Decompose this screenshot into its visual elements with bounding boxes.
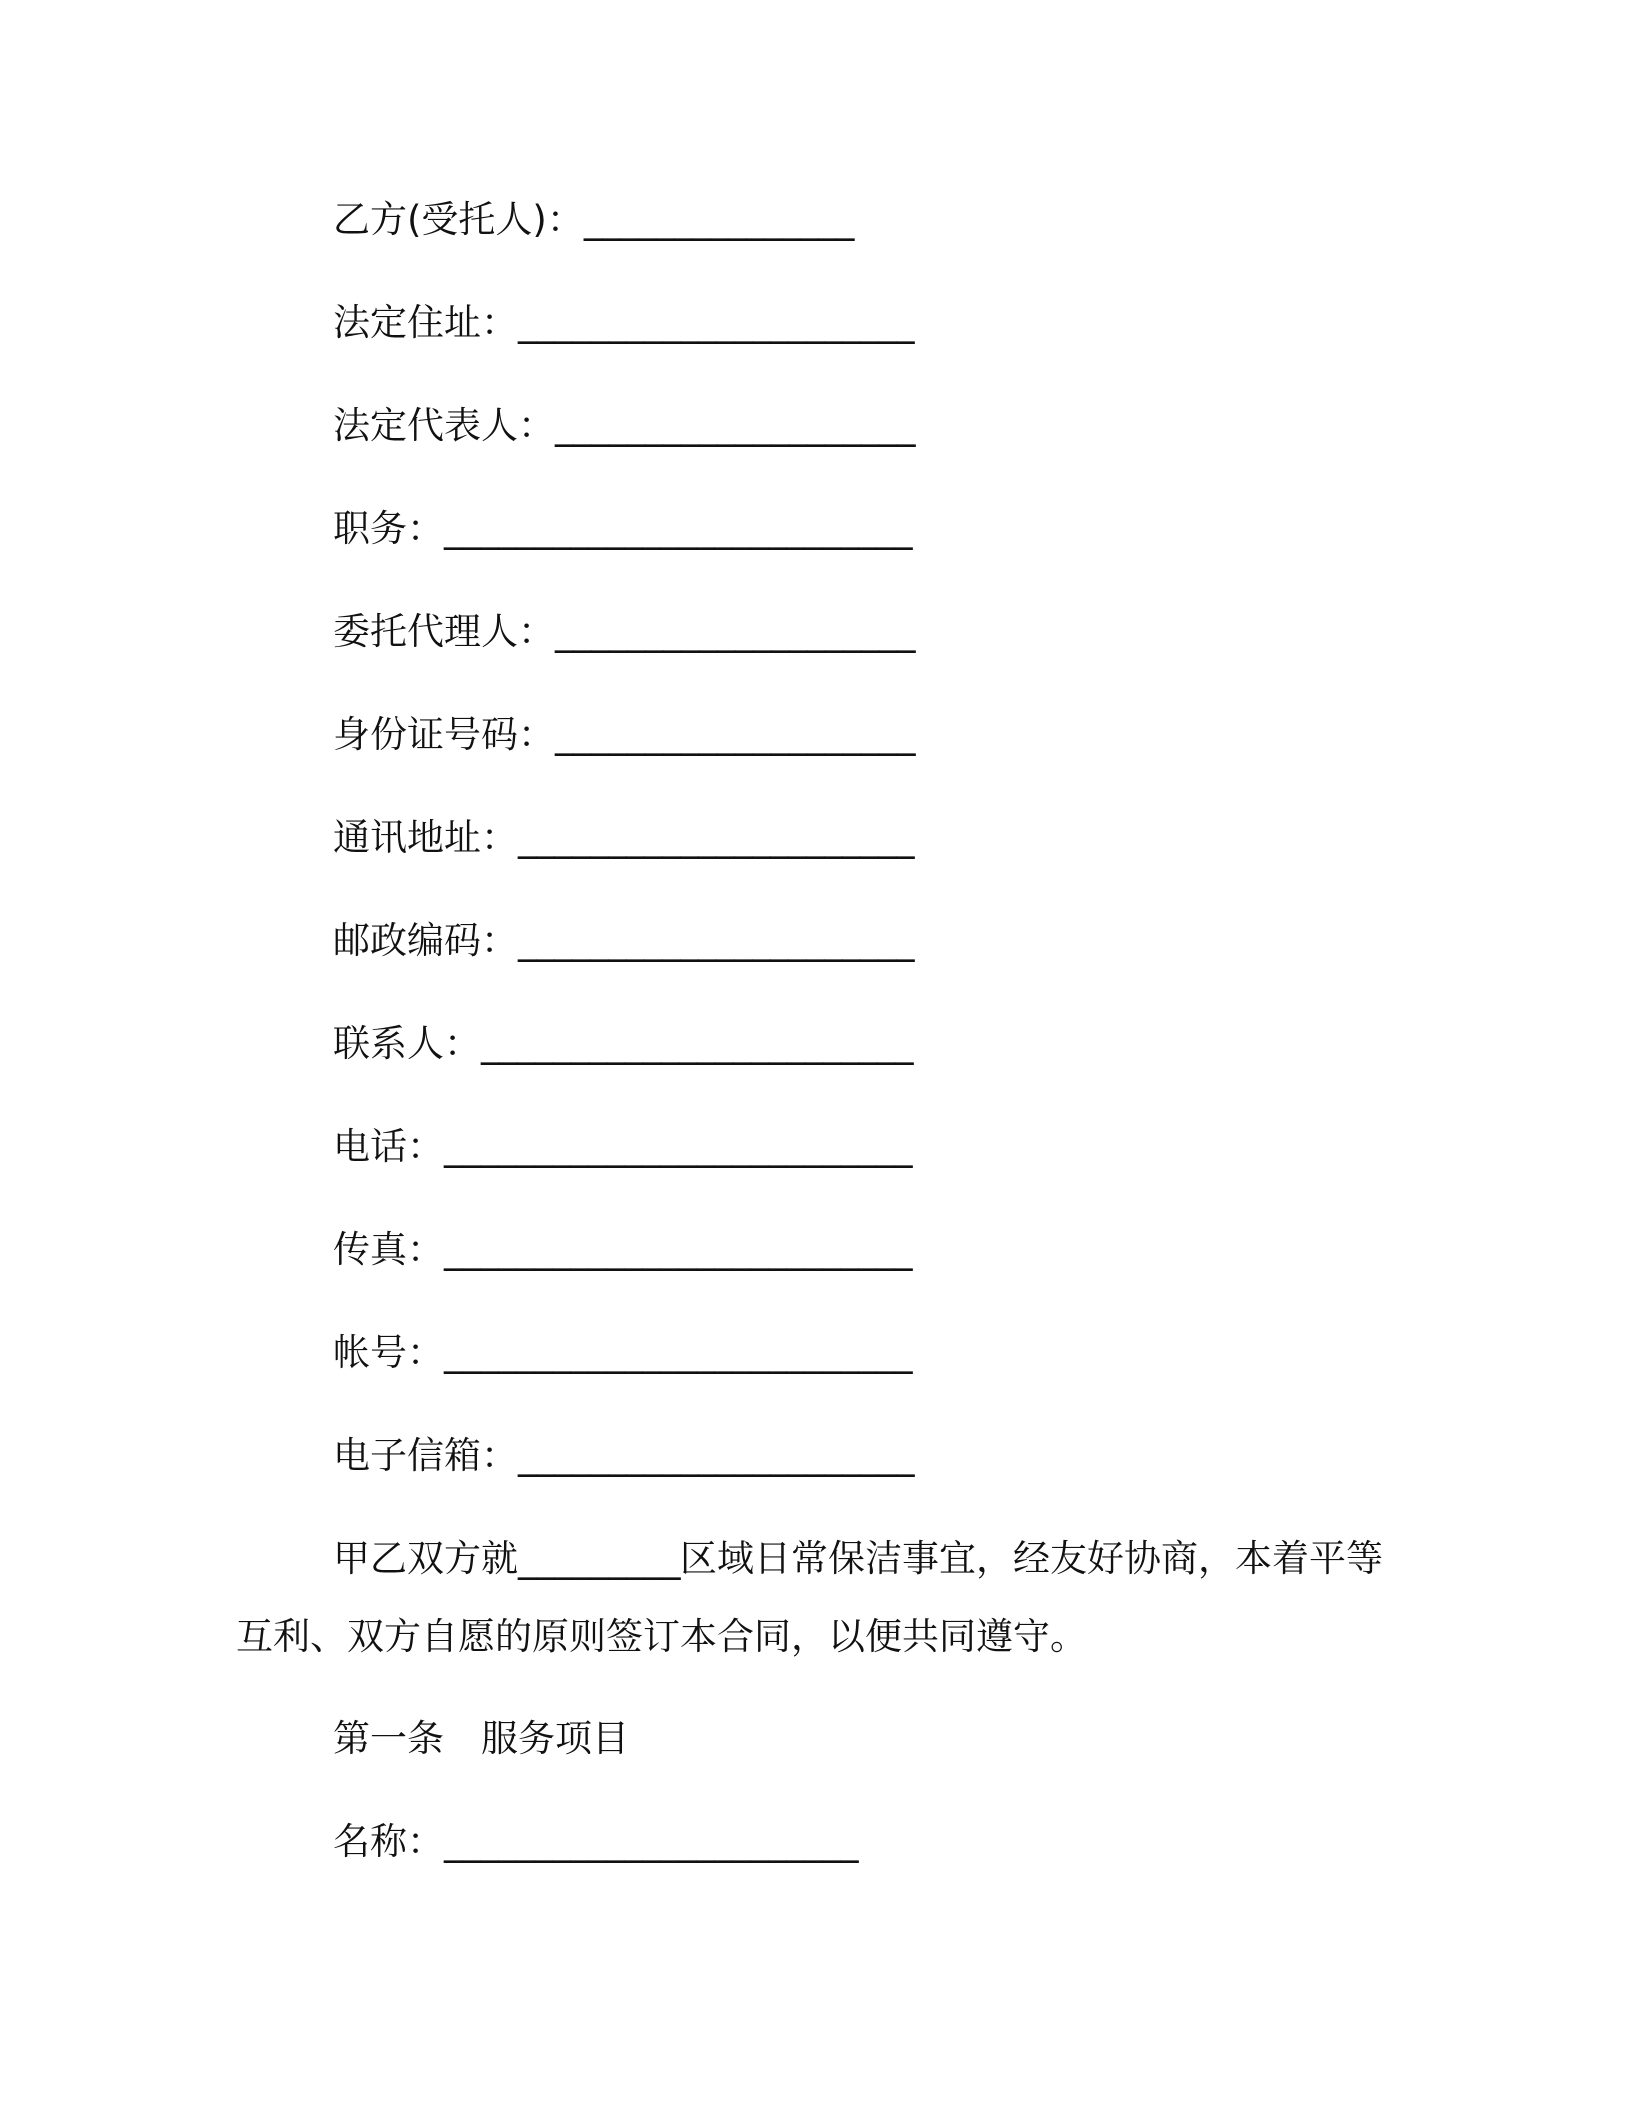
field-blank: ____________________ [555,713,915,756]
field-phone [333,1123,912,1171]
field-blank: __________________________ [444,507,912,550]
field-label: 电话： [333,1125,444,1168]
field-contact-person [333,1020,913,1068]
field-blank: __________________________ [444,1331,912,1374]
field-label: 通讯地址： [333,816,518,859]
field-label: 帐号： [333,1331,444,1374]
paragraph-text-end: 区域日常保洁事宜，经友好协商，本着平等互利、双方自愿的原则签订本合同，以便共同遵守。 [236,1537,1383,1658]
field-label: 法定住址： [333,301,518,344]
field-postal-code [333,917,914,965]
field-legal-representative [333,402,915,450]
field-fax [333,1226,912,1274]
field-service-name [333,1818,858,1866]
field-label: 法定代表人： [333,404,555,447]
field-legal-address [333,299,914,347]
field-account [333,1329,912,1377]
field-label: 联系人： [333,1022,481,1065]
field-blank: ______________________ [518,919,914,962]
field-blank: ____________________ [555,404,915,447]
field-blank: ______________________ [518,1434,914,1477]
field-blank: __________________________ [444,1125,912,1168]
field-blank: _______________________ [444,1820,858,1863]
field-label: 传真： [333,1228,444,1271]
paragraph-text-start: 甲乙双方就 [333,1537,518,1580]
field-blank: ______________________ [518,301,914,344]
field-agent [333,608,915,656]
field-label: 邮政编码： [333,919,518,962]
field-position [333,505,912,553]
field-label: 乙方(受托人)： [333,198,584,241]
field-blank: ______________________ [518,816,914,859]
field-blank: _______________ [583,198,854,241]
region-blank: _________ [518,1537,680,1580]
agreement-paragraph [236,1520,1386,1676]
article-heading: 第一条 服务项目 [333,1717,629,1760]
field-blank: ________________________ [481,1022,913,1065]
field-id-number [333,711,915,759]
field-blank: ____________________ [555,610,915,653]
field-party-b [333,196,854,244]
field-label: 电子信箱： [333,1434,518,1477]
field-email [333,1432,914,1480]
field-label: 身份证号码： [333,713,555,756]
field-label: 职务： [333,507,444,550]
field-label: 委托代理人： [333,610,555,653]
field-label: 名称： [333,1820,444,1863]
field-mailing-address [333,814,914,862]
field-blank: __________________________ [444,1228,912,1271]
